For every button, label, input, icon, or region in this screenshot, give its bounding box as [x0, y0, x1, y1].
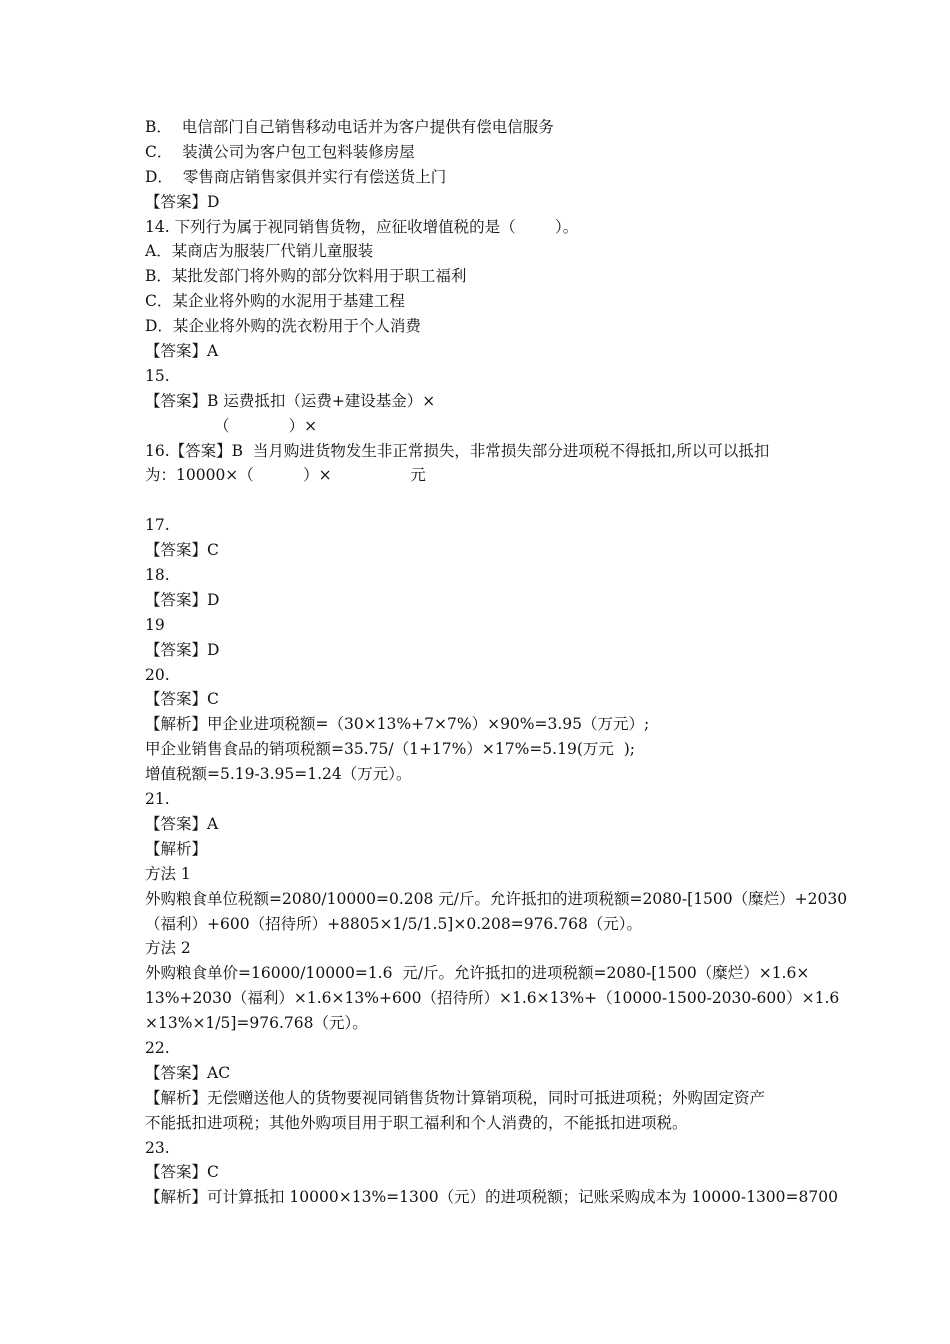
- question-number: 21.: [145, 790, 170, 809]
- analysis-line: （福利）+600（招待所）+8805×1/5/1.5]×0.208=976.768（元）。: [145, 914, 643, 933]
- question-number: 17.: [145, 516, 170, 535]
- question-number: 22.: [145, 1038, 170, 1057]
- question-number: 19: [145, 615, 165, 634]
- option-line: C．某企业将外购的水泥用于基建工程: [145, 292, 405, 311]
- question-number: 23.: [145, 1138, 170, 1157]
- question-number: 18.: [145, 566, 170, 585]
- method-heading: 方法 2: [145, 939, 191, 958]
- analysis-line: 【解析】甲企业进项税额=（30×13%+7×7%）×90%=3.95（万元）;: [145, 715, 650, 734]
- question-14: 14. 下列行为属于视同销售货物，应征收增值税的是（ ）。: [145, 217, 579, 236]
- option-line: B．某批发部门将外购的部分饮料用于职工福利: [145, 267, 467, 286]
- analysis-line: 不能抵扣进项税；其他外购项目用于职工福利和个人消费的，不能抵扣进项税。: [145, 1113, 688, 1132]
- question-number: 20.: [145, 665, 170, 684]
- formula-line: （ ）×: [145, 416, 318, 435]
- answer-line: 【答案】A: [145, 342, 219, 361]
- answer-line: 【答案】C: [145, 541, 219, 560]
- answer-line: 【答案】B 运费抵扣（运费+建设基金）×: [145, 391, 436, 410]
- analysis-line: 【解析】可计算抵扣 10000×13%=1300（元）的进项税额；记账采购成本为 10000-1300=8700: [145, 1188, 838, 1207]
- answer-line: 16.【答案】B 当月购进货物发生非正常损失，非常损失部分进项税不得抵扣,所以可以抵扣: [145, 441, 770, 460]
- answer-line: 【答案】C: [145, 1163, 219, 1182]
- analysis-line: 增值税额=5.19-3.95=1.24（万元）。: [145, 765, 412, 784]
- option-line: B． 电信部门自己销售移动电话并为客户提供有偿电信服务: [145, 118, 554, 136]
- answer-line: 【答案】D: [145, 590, 220, 609]
- question-number: 15.: [145, 366, 170, 385]
- analysis-line: 【解析】无偿赠送他人的货物要视同销售货物计算销项税，同时可抵进项税；外购固定资产: [145, 1088, 766, 1107]
- formula-line: 为：10000×（ ）× 元: [145, 466, 426, 485]
- document-body: [145, 115, 848, 1210]
- answer-line: 【答案】AC: [145, 1063, 231, 1082]
- analysis-line: 13%+2030（福利）×1.6×13%+600（招待所）×1.6×13%+（10000-1500-2030-600）×1.6: [145, 989, 840, 1008]
- blank-line: [145, 488, 810, 513]
- analysis-line: 外购粮食单价=16000/10000=1.6 元/斤。允许抵扣的进项税额=2080-[1500（糜烂）×1.6×: [145, 964, 810, 983]
- analysis-line: 甲企业销售食品的销项税额=35.75/（1+17%）×17%=5.19(万元 );: [145, 740, 635, 759]
- answer-line: 【答案】D: [145, 640, 220, 659]
- option-line: D． 零售商店销售家俱并实行有偿送货上门: [145, 167, 447, 186]
- analysis-line: ×13%×1/5]=976.768（元）。: [145, 1014, 368, 1033]
- answer-line: 【答案】C: [145, 690, 219, 709]
- option-line: C． 装潢公司为客户包工包料装修房屋: [145, 142, 415, 161]
- option-line: A．某商店为服装厂代销儿童服装: [145, 242, 374, 261]
- option-line: D．某企业将外购的洗衣粉用于个人消费: [145, 317, 421, 336]
- method-heading: 方法 1: [145, 864, 191, 883]
- answer-line: 【答案】A: [145, 814, 219, 833]
- analysis-line: 外购粮食单位税额=2080/10000=0.208 元/斤。允许抵扣的进项税额=2080-[1500（糜烂）+2030: [145, 889, 848, 908]
- answer-line: 【答案】D: [145, 192, 220, 211]
- analysis-heading: 【解析】: [145, 839, 208, 858]
